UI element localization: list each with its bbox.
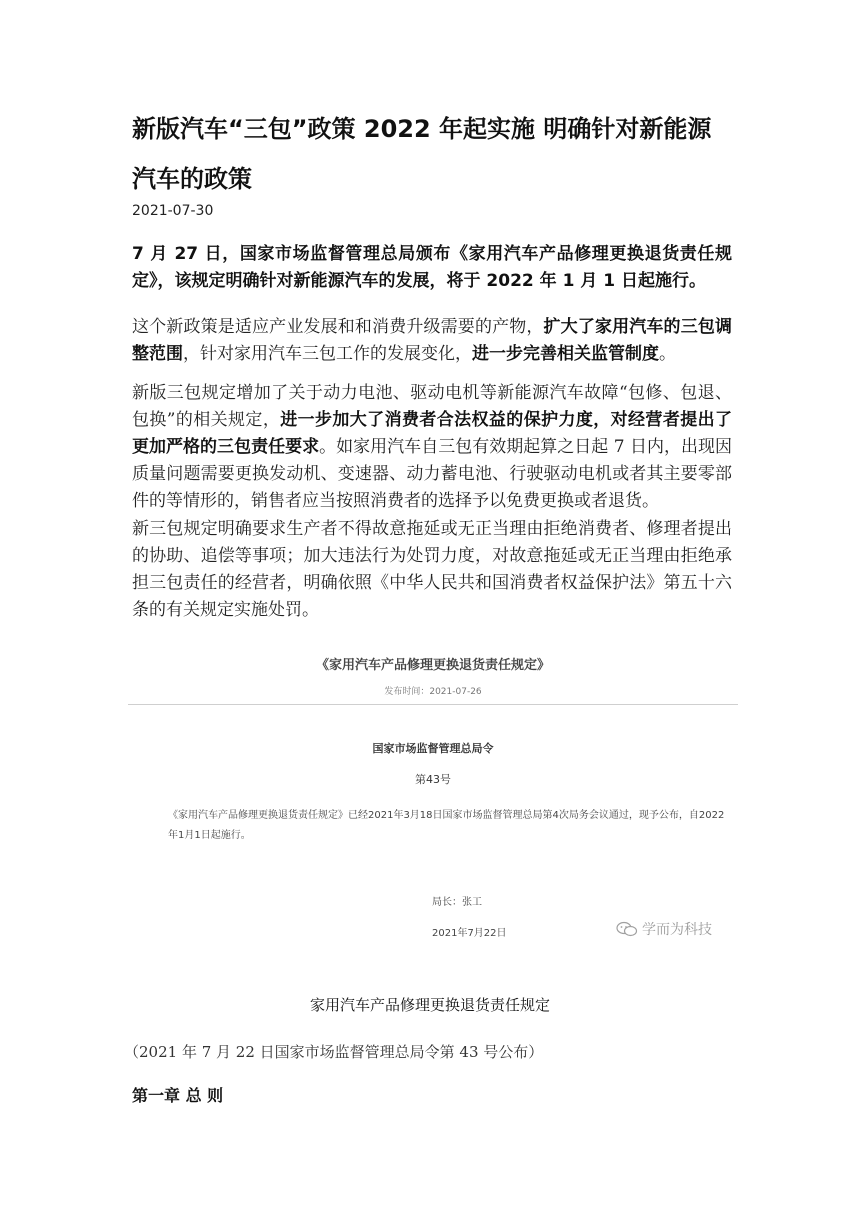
embedded-document-image: [128, 640, 738, 960]
embedded-doc-body: 《家用汽车产品修理更换退货责任规定》已经2021年3月18日国家市场监督管理总局第4次局务会议通过，现予公布，自2022年1月1日起施行。: [168, 810, 725, 841]
paragraph-2-text-3: 。: [659, 344, 676, 364]
paragraph-2: [132, 314, 732, 368]
watermark: [616, 919, 712, 939]
paragraph-2-text-2: ，针对家用汽车三包工作的发展变化，: [183, 344, 472, 364]
article-title: 新版汽车“三包”政策 2022 年起实施 明确针对新能源汽车的政策: [132, 115, 712, 193]
paragraph-2-bold-2: 进一步完善相关监管制度: [472, 344, 659, 364]
paragraph-4: 新三包规定明确要求生产者不得故意拖延或无正当理由拒绝消费者、修理者提出的协助、追偿等事项；加大违法行为处罚力度，对故意拖延或无正当理由拒绝承担三包责任的经营者，明确依照《中华人民共和国消费者权益保护法》第五十六条的有关规定实施处罚。: [132, 519, 732, 620]
embedded-doc-publish-date: 发布时间：2021-07-26: [384, 687, 482, 697]
paragraph-2-bold-1: 扩大了家用汽车的三包调整范围: [132, 317, 733, 364]
paragraph-3-text-2: 。如家用汽车自三包有效期起算之日起 7 日内，出现因质量问题需要更换发动机、变速器、动力蓄电池、行驶驱动电机或者其主要零部件的等情形的，销售者应当按照消费者的选择予以免费更换或者退货。: [132, 437, 733, 511]
embedded-doc-agency: 国家市场监督管理总局令: [372, 742, 494, 755]
embedded-doc-order-number: 第43号: [415, 773, 451, 786]
watermark-text: 学而为科技: [642, 922, 712, 938]
wechat-icon: [616, 921, 638, 937]
paragraph-3: [132, 380, 732, 515]
paragraph-3-text-1: 新版三包规定增加了关于动力电池、驱动电机等新能源汽车故障“包修、包退、包换”的相关规定，: [132, 383, 732, 430]
embedded-doc-signature: 局长：张工: [432, 897, 482, 908]
chapter-heading: 第一章 总 则: [132, 1086, 224, 1105]
regulation-title: 家用汽车产品修理更换退货责任规定: [309, 996, 550, 1014]
embedded-doc-title: 《家用汽车产品修理更换退货责任规定》: [315, 658, 550, 673]
paragraph-1: 7 月 27 日，国家市场监督管理总局颁布《家用汽车产品修理更换退货责任规定》，该规定明确针对新能源汽车的发展，将于 2022 年 1 月 1 日起施行。: [132, 244, 732, 291]
paragraph-2-text-1: 这个新政策是适应产业发展和和消费升级需要的产物，: [132, 317, 544, 337]
embedded-doc-divider: [128, 704, 738, 705]
paragraph-3-bold-1: 进一步加大了消费者合法权益的保护力度，对经营者提出了更加严格的三包责任要求: [132, 410, 732, 457]
regulation-subtitle: （2021 年 7 月 22 日国家市场监督管理总局令第 43 号公布）: [124, 1043, 544, 1061]
article-date: 2021-07-30: [132, 203, 214, 219]
embedded-doc-sign-date: 2021年7月22日: [432, 928, 507, 939]
